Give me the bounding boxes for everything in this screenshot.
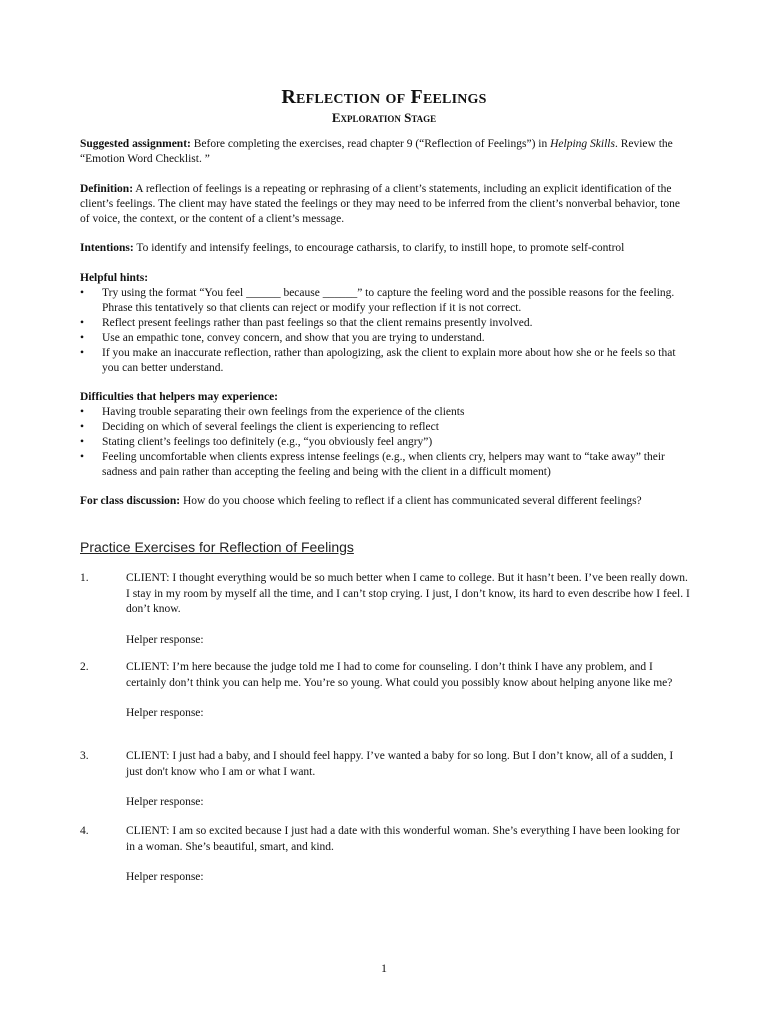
discussion-label: For class discussion: [80, 495, 181, 507]
client-statement: CLIENT: I just had a baby, and I should feel happy. I’ve wanted a baby for so long. But I don’t know, all of a sudden, I just don't know who I am or what I want. [126, 750, 674, 778]
client-statement: CLIENT: I am so excited because I just had a date with this wonderful woman. She’s everything I have been looking for in a woman. She’s beautiful, smart, and kind. [126, 825, 680, 853]
page-number: 1 [381, 961, 387, 975]
helper-response-label: Helper response: [126, 633, 204, 646]
exercise-item [80, 660, 690, 722]
list-item: • Deciding on which of several feelings the client is experiencing to reflect [80, 420, 690, 435]
hints-heading: Helpful hints: [80, 272, 149, 284]
list-item: • Having trouble separating their own feelings from the experience of the clients [80, 405, 690, 420]
exercise-number: 3. [80, 750, 89, 762]
page-title: Reflection of Feelings [281, 86, 487, 108]
list-item: • Use an empathic tone, convey concern, and show that you are trying to understand. [80, 331, 690, 346]
helpful-hints [80, 271, 690, 376]
assignment-text-after: . Review the “Emotion Word Checklist. ” [80, 138, 673, 165]
exercise-item [80, 571, 690, 648]
practice-heading: Practice Exercises for Reflection of Feelings [80, 539, 354, 555]
intentions-text: To identify and intensify feelings, to encourage catharsis, to clarify, to instill hope, to promote self-control [133, 242, 625, 254]
hints-list [80, 286, 690, 376]
helper-response-label: Helper response: [126, 871, 204, 883]
class-discussion [80, 494, 690, 509]
assignment-label: Suggested assignment: [80, 138, 191, 150]
list-item: • Try using the format “You feel ______ because ______” to capture the feeling word and the possible reasons for the feeling. Phrase this tentatively so that clients can reject or modify your reflection if it is not correct. [80, 286, 690, 316]
helper-difficulties [80, 390, 690, 480]
difficulties-list [80, 405, 690, 480]
discussion-text: How do you choose which feeling to reflect if a client has communicated several different feelings? [180, 495, 642, 507]
exercise-item [80, 749, 690, 811]
client-statement: CLIENT: I’m here because the judge told me I had to come for counseling. I don’t think I have any problem, and I certainly don’t think you can help me. You’re so young. What could you possibly know about helping anyone like me? [126, 661, 673, 689]
list-item: • Feeling uncomfortable when clients express intense feelings (e.g., when clients cry, helpers may want to “take away” their sadness and pain rather than accepting the feeling and being with the client in a difficult moment) [80, 450, 690, 480]
helper-response-label: Helper response: [126, 796, 204, 808]
intentions [80, 241, 690, 256]
assignment-book-title: Helping Skills [550, 138, 615, 150]
definition-label: Definition: [80, 183, 134, 195]
suggested-assignment [80, 137, 690, 167]
difficulties-heading: Difficulties that helpers may experience: [80, 391, 279, 403]
helper-response-label: Helper response: [126, 707, 204, 719]
list-item: • Reflect present feelings rather than past feelings so that the client remains presently involved. [80, 316, 690, 331]
exercise-item [80, 824, 690, 886]
definition-text: A reflection of feelings is a repeating or rephrasing of a client’s statements, including an explicit identification of the client’s feelings. The client may have stated the feelings or they may need to be inferred from the client’s nonverbal behavior, tone of voice, the context, or the content of a client’s message. [80, 183, 680, 225]
list-item: • If you make an inaccurate reflection, rather than apologizing, ask the client to explain more about how she or he feels so that you can better understand. [80, 346, 690, 376]
assignment-text-before: Before completing the exercises, read chapter 9 (“Reflection of Feelings”) in [190, 138, 551, 150]
client-statement: CLIENT: I thought everything would be so much better when I came to college. But it hasn’t been. I’ve been really down. I stay in my room by myself all the time, and I can’t stop crying. I just, I don’t know, its hard to even describe how I feel. I don’t know. [126, 572, 690, 615]
intentions-label: Intentions: [80, 242, 134, 254]
exercise-number: 4. [80, 825, 89, 837]
exercise-number: 1. [80, 572, 89, 584]
list-item: • Stating client’s feelings too definitely (e.g., “you obviously feel angry”) [80, 435, 690, 450]
exercise-number: 2. [80, 661, 89, 673]
definition [80, 182, 690, 227]
page-subtitle: Exploration Stage [331, 110, 437, 125]
